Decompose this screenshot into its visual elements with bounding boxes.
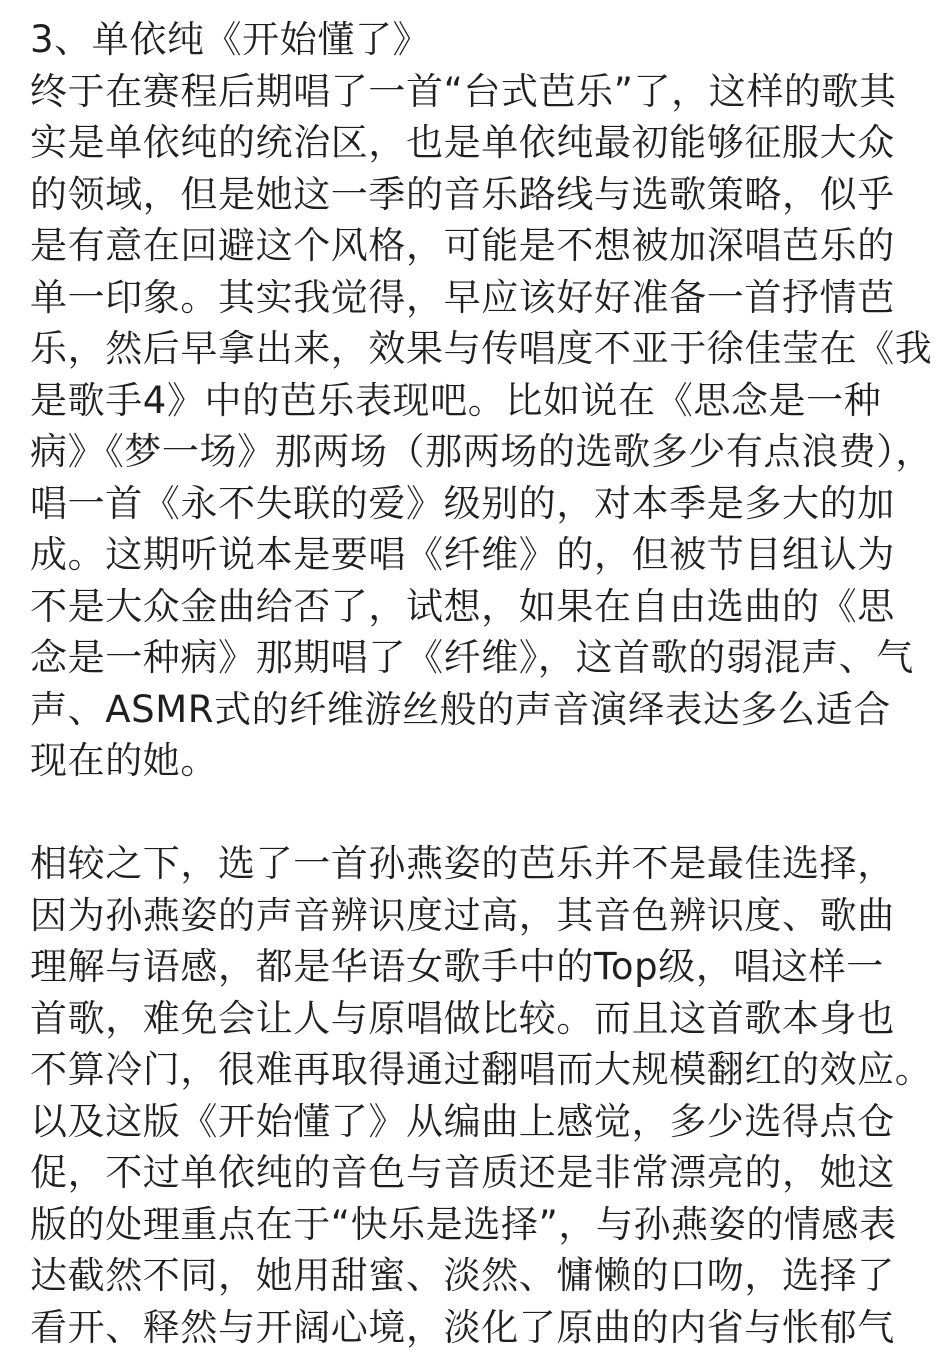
paragraph-line: 理解与语感，都是华语女歌手中的Top级，唱这样一 [30,941,916,993]
paragraph-line: 成。这期听说本是要唱《纤维》的，但被节目组认为 [30,529,916,581]
paragraph-2 [30,838,916,1353]
paragraph-1 [30,66,916,787]
paragraph-line: 声、ASMR式的纤维游丝般的声音演绎表达多么适合 [30,684,916,736]
paragraph-line: 因为孙燕姿的声音辨识度过高，其音色辨识度、歌曲 [30,890,916,942]
paragraph-line: 不是大众金曲给否了，试想，如果在自由选曲的《思 [30,581,916,633]
paragraph-line: 版的处理重点在于“快乐是选择”，与孙燕姿的情感表 [30,1199,916,1251]
paragraph-line: 是歌手4》中的芭乐表现吧。比如说在《思念是一种 [30,375,916,427]
paragraph-line: 是有意在回避这个风格，可能是不想被加深唱芭乐的 [30,220,916,272]
paragraph-gap [30,787,916,839]
paragraph-line: 唱一首《永不失联的爱》级别的，对本季是多大的加 [30,478,916,530]
paragraph-line: 乐，然后早拿出来，效果与传唱度不亚于徐佳莹在《我 [30,323,916,375]
paragraph-line: 不算冷门，很难再取得通过翻唱而大规模翻红的效应。 [30,1044,916,1096]
article [30,14,916,1353]
paragraph-line: 促，不过单依纯的音色与音质还是非常漂亮的，她这 [30,1147,916,1199]
paragraph-line: 终于在赛程后期唱了一首“台式芭乐”了，这样的歌其 [30,66,916,118]
paragraph-line: 实是单依纯的统治区，也是单依纯最初能够征服大众 [30,117,916,169]
paragraph-line: 单一印象。其实我觉得，早应该好好准备一首抒情芭 [30,272,916,324]
paragraph-line: 看开、释然与开阔心境，淡化了原曲的内省与怅郁气 [30,1302,916,1353]
paragraph-line: 现在的她。 [30,735,916,787]
paragraph-line: 首歌，难免会让人与原唱做比较。而且这首歌本身也 [30,993,916,1045]
paragraph-line: 的领域，但是她这一季的音乐路线与选歌策略，似乎 [30,169,916,221]
paragraph-line: 相较之下，选了一首孙燕姿的芭乐并不是最佳选择， [30,838,916,890]
section-heading: 3、单依纯《开始懂了》 [30,14,916,66]
paragraph-line: 病》《梦一场》那两场（那两场的选歌多少有点浪费）， [30,426,916,478]
paragraph-line: 达截然不同，她用甜蜜、淡然、慵懒的口吻，选择了 [30,1250,916,1302]
paragraph-line: 以及这版《开始懂了》从编曲上感觉，多少选得点仓 [30,1096,916,1148]
paragraph-line: 念是一种病》那期唱了《纤维》，这首歌的弱混声、气 [30,632,916,684]
